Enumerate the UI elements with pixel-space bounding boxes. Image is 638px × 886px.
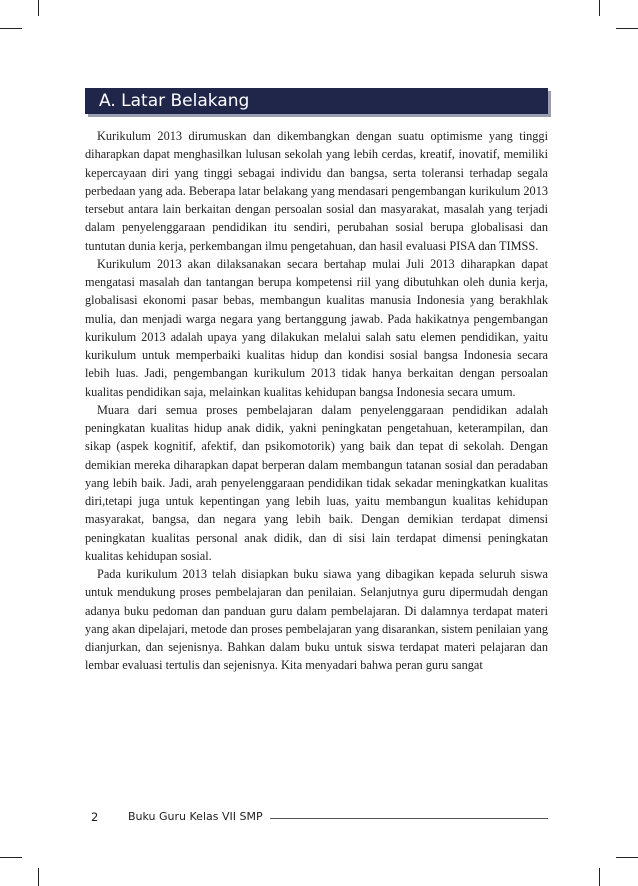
crop-mark xyxy=(616,857,638,858)
body-text xyxy=(85,127,548,675)
paragraph: Kurikulum 2013 akan dilaksanakan secara bertahap mulai Juli 2013 diharapkan dapat mengatasi masalah dan tantangan berupa kompetensi riil yang dibutuhkan oleh dunia kerja, globalisasi ekonomi pasar bebas, membangun kualitas manusia Indonesia yang berakhlak mulia, dan menjadi warga negara yang bertanggung jawab. Pada hakikatnya pengembangan kurikulum 2013 adalah upaya yang dilakukan melalui salah satu elemen pendidikan, yaitu kurikulum untuk memperbaiki kualitas hidup dan kondisi sosial bangsa Indonesia secara lebih luas. Jadi, pengembangan kurikulum 2013 tidak hanya berkaitan dengan persoalan kualitas pendidikan saja, melainkan kualitas kehidupan bangsa Indonesia secara umum. xyxy=(85,256,548,399)
crop-mark xyxy=(599,0,600,16)
paragraph: Kurikulum 2013 dirumuskan dan dikembangkan dengan suatu optimisme yang tinggi diharapkan dapat menghasilkan lulusan sekolah yang lebih cerdas, kreatif, inovatif, memiliki kepercayaan diri yang tinggi sebagai individu dan bangsa, serta toleransi terhadap segala perbedaan yang ada. Beberapa latar belakang yang mendasari pengembangan kurikulum 2013 tersebut antara lain berkaitan dengan persoalan sosial dan masyarakat, masalah yang terjadi dalam penyelenggaraan pendidikan itu sendiri, perubahan sosial berupa globalisasi dan tuntutan dunia kerja, perkembangan ilmu pengetahuan, dan hasil evaluasi PISA dan TIMSS. xyxy=(85,129,548,253)
crop-mark xyxy=(0,857,22,858)
crop-mark xyxy=(0,28,22,29)
section-heading-bar xyxy=(85,88,548,114)
crop-mark xyxy=(616,28,638,29)
crop-mark xyxy=(38,868,39,886)
paragraph: Pada kurikulum 2013 telah disiapkan buku siawa yang dibagikan kepada seluruh siswa untuk mendukung proses pembelajaran dan penilaian. Selanjutnya guru dipermudah dengan adanya buku pedoman dan panduan guru dalam pembelajaran. Di dalamnya terdapat materi yang akan dipelajari, metode dan proses pembelajaran yang disarankan, sistem penilaian yang dianjurkan, dan sejenisnya. Bahkan dalam buku untuk siswa terdapat materi pelajaran dan lembar evaluasi tertulis dan sejenisnya. Kita menyadari bahwa peran guru sangat xyxy=(85,567,548,673)
footer-rule xyxy=(270,818,548,819)
page-number: 2 xyxy=(91,810,99,824)
book-title: Buku Guru Kelas VII SMP xyxy=(128,810,263,823)
crop-mark xyxy=(38,0,39,16)
page-footer xyxy=(85,810,548,826)
crop-mark xyxy=(599,868,600,886)
section-heading: A. Latar Belakang xyxy=(99,91,250,111)
paragraph: Muara dari semua proses pembelajaran dalam penyelenggaraan pendidikan adalah peningkatan kualitas hidup anak didik, yakni peningkatan pengetahuan, keterampilan, dan sikap (aspek kognitif, afektif, dan psikomotorik) yang baik dan tepat di sekolah. Dengan demikian mereka diharapkan dapat berperan dalam membangun tatanan sosial dan peradaban yang lebih baik. Jadi, arah penyelenggaraan pendidikan tidak sekadar meningkatkan kualitas diri,tetapi juga untuk kepentingan yang lebih luas, yaitu membangun kualitas kehidupan masyarakat, bangsa, dan negara yang lebih baik. Dengan demikian terdapat dimensi peningkatan kualitas personal anak didik, dan di sisi lain terdapat dimensi peningkatan kualitas kehidupan sosial. xyxy=(85,402,548,563)
